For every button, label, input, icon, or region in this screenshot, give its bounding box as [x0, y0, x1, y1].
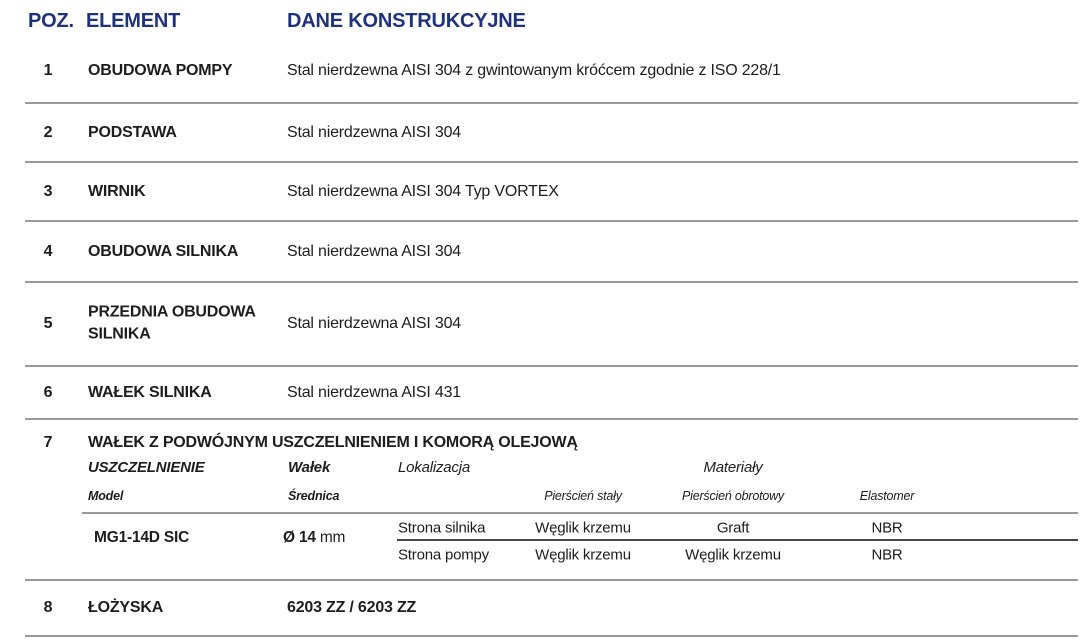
divider-line [82, 512, 1078, 514]
row-number: 8 [43, 599, 53, 616]
table-row [25, 581, 1078, 637]
rotating-ring-value: Węglik krzemu [685, 546, 781, 563]
elastomer-value: NBR [871, 519, 903, 536]
table-row [25, 367, 1078, 420]
seal-row-pump-side [25, 542, 1078, 567]
seal-model-value: MG1-14D SIC [94, 529, 190, 546]
construction-data: Stal nierdzewna AISI 431 [287, 383, 461, 401]
col-header-poz: POZ. [28, 10, 74, 32]
construction-data: Stal nierdzewna AISI 304 [287, 123, 461, 141]
table-row [25, 283, 1078, 367]
group-header-lokalizacja: Lokalizacja [398, 459, 471, 476]
diameter-number: Ø 14 [283, 529, 316, 546]
element-name: ŁOŻYSKA [88, 598, 164, 616]
elastomer-value: NBR [871, 546, 903, 563]
diameter-unit: mm [319, 529, 346, 546]
construction-data: 6203 ZZ / 6203 ZZ [287, 599, 417, 616]
construction-data: Stal nierdzewna AISI 304 [287, 315, 461, 332]
row-number: 7 [43, 434, 53, 451]
rotating-ring-value: Graft [716, 519, 750, 536]
element-name: WIRNIK [88, 182, 146, 200]
row-number: 3 [43, 182, 53, 200]
col-header-element: ELEMENT [86, 10, 181, 32]
row-number: 2 [43, 123, 53, 141]
location-value: Strona pompy [398, 546, 489, 563]
row-number: 1 [43, 62, 53, 79]
seal-section [25, 420, 1078, 581]
construction-data: Stal nierdzewna AISI 304 [287, 242, 461, 260]
subcol-header-model: Model [88, 489, 124, 503]
table-header [0, 0, 1085, 40]
row-number: 6 [43, 383, 53, 401]
construction-data: Stal nierdzewna AISI 304 z gwintowanym króćcem zgodnie z ISO 228/1 [287, 62, 781, 79]
location-value: Strona silnika [398, 519, 486, 536]
element-name: OBUDOWA POMPY [88, 61, 233, 79]
subcol-header-srednica: Średnica [288, 489, 340, 503]
table-row [25, 40, 1078, 104]
subcol-header-pierscien-obrotowy: Pierścień obrotowy [681, 489, 784, 503]
section-title: WAŁEK Z PODWÓJNYM USZCZELNIENIEM I KOMORĄ OLEJOWĄ [88, 434, 578, 451]
construction-data: Stal nierdzewna AISI 304 Typ VORTEX [287, 182, 559, 200]
group-header-uszczelnienie: USZCZELNIENIE [88, 459, 205, 476]
group-header-materialy: Materiały [703, 459, 763, 476]
subcol-header-elastomer: Elastomer [859, 489, 915, 503]
element-name: WAŁEK SILNIKA [88, 383, 212, 401]
table-row [25, 222, 1078, 283]
element-name: PODSTAWA [88, 123, 177, 141]
row-number: 5 [43, 315, 53, 332]
table-row [25, 163, 1078, 222]
divider-line-thin [397, 539, 1078, 541]
subcol-header-pierscien-staly: Pierścień stały [544, 489, 622, 503]
col-header-dane: DANE KONSTRUKCYJNE [287, 10, 526, 32]
row-number: 4 [43, 242, 53, 260]
element-name: OBUDOWA SILNIKA [88, 242, 239, 260]
element-name: PRZEDNIA OBUDOWA SILNIKA [88, 303, 256, 343]
table-row [25, 104, 1078, 163]
stationary-ring-value: Węglik krzemu [535, 546, 631, 563]
seal-row-motor-side [25, 515, 1078, 540]
stationary-ring-value: Węglik krzemu [535, 519, 631, 536]
group-header-walek: Wałek [288, 459, 331, 476]
